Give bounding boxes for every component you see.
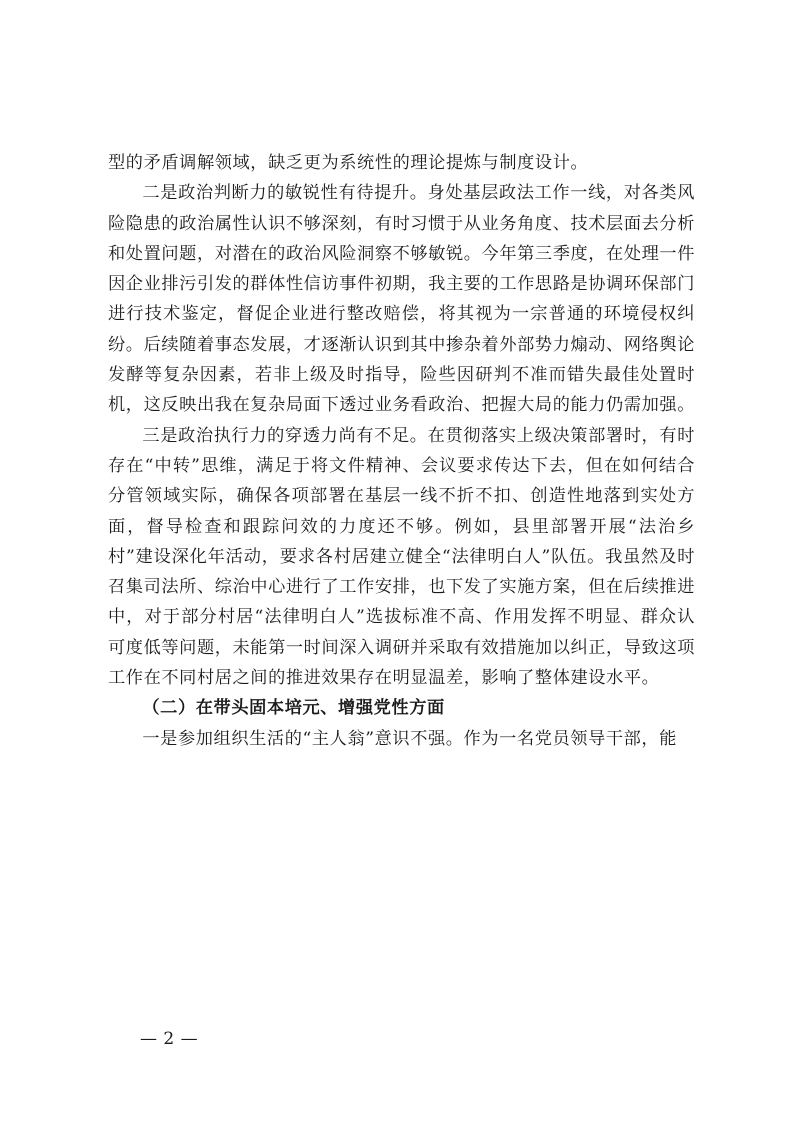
paragraph-organizational-life: 一是参加组织生活的“主人翁”意识不强。作为一名党员领导干部，能 xyxy=(142,728,678,749)
paragraph-political-execution: 三是政治执行力的穿透力尚有不足。在贯彻落实上级决策部署时，有时存在“中转”思维，满足于将文件精神、会议要求传达下去，但在如何结合分管领域实际，确保各项部署在基层一线不折不扣、创造性地落到实处方面，督导检查和跟踪问效的力度还不够。例如，县里部署开展“法治乡村”建设深化年活动，要求各村居建立健全“法律明白人”队伍。我虽然及时召集司法所、综治中心进行了工作安排，也下发了实施方案，但在后续推进中，对于部分村居“法律明白人”选拔标准不高、作用发挥不明显、群众认可度低等问题，未能第一时间深入调研并采取有效措施加以纠正，导致这项工作在不同村居之间的推进效果存在明显温差，影响了整体建设水平。 xyxy=(108,425,695,689)
paragraph-continuation: 型的矛盾调解领域，缺乏更为系统性的理论提炼与制度设计。 xyxy=(108,153,589,173)
paragraph-political-judgment: 二是政治判断力的敏锐性有待提升。身处基层政法工作一线，对各类风险隐患的政治属性认识不够深刻，有时习惯于从业务角度、技术层面去分析和处置问题，对潜在的政治风险洞察不够敏锐。今年第三季度，在处理一件因企业排污引发的群体性信访事件初期，我主要的工作思路是协调环保部门进行技术鉴定，督促企业进行整改赔偿，将其视为一宗普通的环境侵权纠纷。后续随着事态发展，才逐渐认识到其中掺杂着外部势力煽动、网络舆论发酵等复杂因素，若非上级及时指导，险些因研判不准而错失最佳处置时机，这反映出我在复杂局面下透过业务看政治、把握大局的能力仍需加强。 xyxy=(108,183,695,416)
page-number: — 2 — xyxy=(140,1029,199,1049)
document-body xyxy=(108,148,695,754)
section-heading: （二）在带头固本培元、增强党性方面 xyxy=(142,698,445,719)
